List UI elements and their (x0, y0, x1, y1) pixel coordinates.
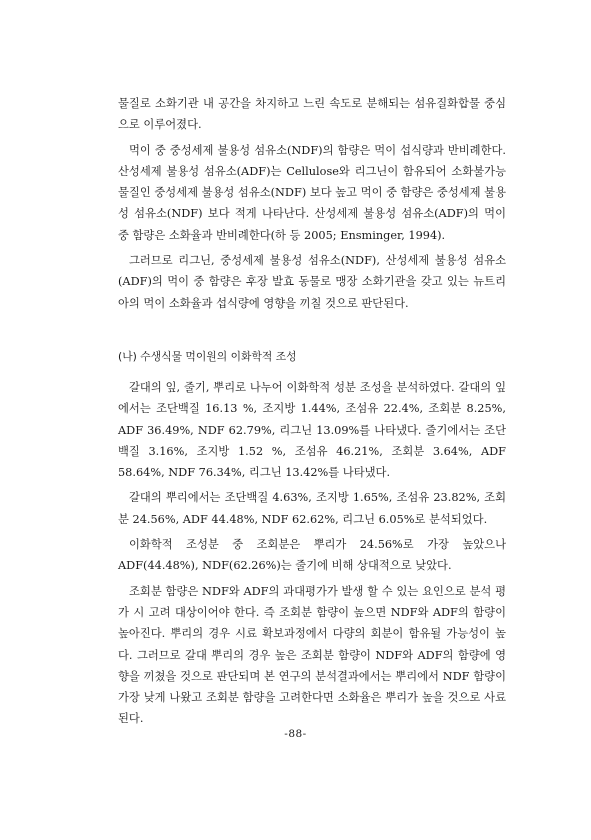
paragraph-4: 갈대의 잎, 줄기, 뿌리로 나누어 이화학적 성분 조성을 분석하였다. 갈대의 잎에서는 조단백질 16.13 %, 조지방 1.44%, 조섬유 22.4%, 조회분 8.25%, ADF 36.49%, NDF 62.79%, 리그닌 13.09%를 나타냈다. 줄기에서는 조단백질 3.16%, 조지방 1.52 %, 조섬유 46.21%, 조회분 3.64%, ADF 58.64%, NDF 76.34%, 리그닌 13.42%를 나타냈다. (118, 380, 506, 480)
paragraph-6: 이화학적 조성분 중 조회분은 뿌리가 24.56%로 가장 높았으나 ADF(44.48%), NDF(62.26%)는 줄기에 비해 상대적으로 낮았다. (118, 538, 506, 573)
paragraph-2: 먹이 중 중성세제 불용성 섬유소(NDF)의 함량은 먹이 섭식량과 반비례한다. 산성세제 불용성 섬유소(ADF)는 Cellulose와 리그닌이 함유되어 소화불가능 물질인 중성세제 불용성 섬유소(NDF) 보다 높고 먹이 중 함량은 중성세제 불용성 섬유소(NDF) 보다 적게 나타난다. 산성세제 불용성 섬유소(ADF)의 먹이 중 함량은 소화율과 반비례한다(하 등 2005; Ensminger, 1994). (118, 143, 506, 242)
paragraph-1: 물질로 소화기관 내 공간을 차지하고 느린 속도로 분해되는 섬유질화합물 중심으로 이루어졌다. (118, 97, 506, 132)
section-heading: (나) 수생식물 먹이원의 이화학적 조성 (118, 349, 297, 363)
paragraph-5: 갈대의 뿌리에서는 조단백질 4.63%, 조지방 1.65%, 조섬유 23.82%, 조회분 24.56%, ADF 44.48%, NDF 62.62%, 리그닌 6.05%로 분석되었다. (118, 491, 506, 526)
page-number: -88- (284, 728, 307, 740)
paragraph-3: 그러므로 리그닌, 중성세제 불용성 섬유소(NDF), 산성세제 불용성 섬유소(ADF)의 먹이 중 함량은 후장 발효 동물로 맹장 소화기관을 갖고 있는 뉴트리아의 먹이 소화율과 섭식량에 영향을 끼칠 것으로 판단된다. (118, 254, 506, 310)
body-text (118, 93, 506, 730)
paragraph-7: 조회분 함량은 NDF와 ADF의 과대평가가 발생 할 수 있는 요인으로 분석 평가 시 고려 대상이어야 한다. 즉 조회분 함량이 높으면 NDF와 ADF의 함량이 높아진다. 뿌리의 경우 시료 확보과정에서 다량의 회분이 함유될 가능성이 높다. 그러므로 갈대 뿌리의 경우 높은 조회분 함량이 NDF와 ADF의 함량에 영향을 끼쳤을 것으로 판단되며 본 연구의 분석결과에서는 뿌리에서 NDF 함량이 가장 낮게 나왔고 조회분 함량을 고려한다면 소화율은 뿌리가 높을 것으로 사료된다. (118, 584, 506, 726)
